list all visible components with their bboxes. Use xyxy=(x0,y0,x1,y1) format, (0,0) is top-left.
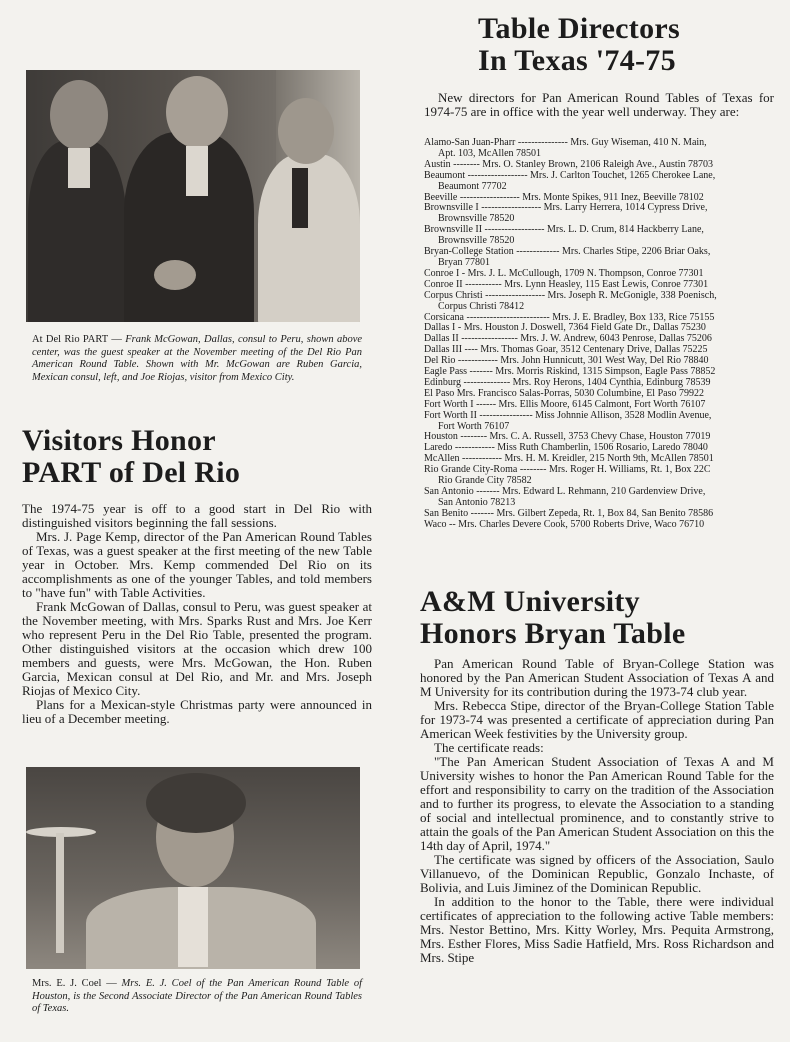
directory-entry-line: McAllen ------------ Mrs. H. M. Kreidler, 215 North 9th, McAllen 78501 xyxy=(424,454,714,465)
directory-entry-continuation: Fort Worth 76107 xyxy=(438,420,510,432)
directory-entry xyxy=(424,367,774,378)
caption-text: Mrs. E. J. Coel of the Pan American Round Table of Houston, is the Second Associate Director of the Pan American Round Tables of Texas. xyxy=(32,978,363,1014)
headline-line: Table Directors xyxy=(478,12,680,45)
directory-entry-line: Dallas I - Mrs. Houston J. Doswell, 7364 Field Gate Dr., Dallas 75230 xyxy=(424,323,706,334)
caption-lead: Mrs. E. J. Coel — xyxy=(32,978,117,989)
directory-entry-line: Waco -- Mrs. Charles Devere Cook, 5700 Roberts Drive, Waco 76710 xyxy=(424,519,705,530)
article-paragraph: Mrs. Rebecca Stipe, director of the Bryan-College Station Table for 1973-74 was presented a certificate of appreciation during Pan American Week festivities by the University group. xyxy=(420,698,774,741)
am-article-body xyxy=(420,657,774,965)
directory-entry-line: Houston -------- Mrs. C. A. Russell, 3753 Chevy Chase, Houston 77019 xyxy=(424,432,711,443)
directory-entry-line: Conroe I - Mrs. J. L. McCullough, 1709 N. Thompson, Conroe 77301 xyxy=(424,268,704,279)
directory-entry xyxy=(424,160,774,171)
article-paragraph: Plans for a Mexican-style Christmas party were announced in lieu of a December meeting. xyxy=(22,697,372,726)
directory-entry-continuation: Beaumont 77702 xyxy=(438,180,507,192)
directory-entry-line: El Paso Mrs. Francisco Salas-Porras, 5030 Columbine, El Paso 79922 xyxy=(424,388,704,399)
directory-entry xyxy=(424,291,774,313)
directory-entry-line: Del Rio ------------ Mrs. John Hunnicutt, 301 West Way, Del Rio 78840 xyxy=(424,356,709,367)
directory-entry-continuation: San Antonio 78213 xyxy=(438,496,516,508)
directory-entry-line: Alamo-San Juan-Pharr --------------- Mrs. Guy Wiseman, 410 N. Main, xyxy=(424,138,707,148)
directory-entry-continuation: Brownsville 78520 xyxy=(438,235,515,247)
directory-entry-line: Corpus Christi ------------------ Mrs. Joseph R. McGonigle, 338 Poenisch, xyxy=(424,290,717,301)
directory-entry-continuation: Bryan 77801 xyxy=(438,256,490,268)
article-paragraph: The certificate was signed by officers of the Association, Saulo Villanuevo, of the Dominican Republic, Gonzalo Inchaste, of Bolivia, and Luis Jiminez of the Dominican Republic. xyxy=(420,852,774,895)
directory-entry-line: Laredo ------------ Miss Ruth Chamberlin, 1506 Rosario, Laredo 78040 xyxy=(424,443,708,454)
directory-entry-line: San Benito ------- Mrs. Gilbert Zepeda, Rt. 1, Box 84, San Benito 78586 xyxy=(424,508,714,519)
directory-entry xyxy=(424,356,774,367)
intro-paragraph: New directors for Pan American Round Tables of Texas for 1974-75 are in office with the year well underway. They are: xyxy=(424,90,774,119)
article-paragraph: The certificate reads: xyxy=(434,740,544,755)
directory-entry-line: Brownsville I ------------------ Mrs. Larry Herrera, 1014 Cypress Drive, xyxy=(424,203,708,214)
caption-del-rio-photo xyxy=(32,334,362,384)
directory-entry xyxy=(424,400,774,411)
directory-entry xyxy=(424,389,774,400)
directory-entry-line: Fort Worth II ---------------- Miss Johnnie Allison, 3528 Modlin Avenue, xyxy=(424,410,712,421)
directory-entry-line: Corsicana ------------------------- Mrs. J. E. Bradley, Box 133, Rice 75155 xyxy=(424,312,715,323)
directory-entry-continuation: Brownsville 78520 xyxy=(438,213,515,225)
directory-entry-line: Edinburg -------------- Mrs. Roy Herons, 1404 Cynthia, Edinburg 78539 xyxy=(424,377,711,388)
directory-entry xyxy=(424,313,774,324)
visitors-headline xyxy=(22,425,374,489)
photo-del-rio-men xyxy=(26,70,360,322)
visitors-article-body xyxy=(22,502,372,726)
directory-entry-line: San Antonio ------- Mrs. Edward L. Rehmann, 210 Gardenview Drive, xyxy=(424,487,706,497)
headline-line: In Texas '74-75 xyxy=(478,44,676,77)
headline-line: Honors Bryan Table xyxy=(420,617,686,650)
directory-entry xyxy=(424,520,774,531)
directory-entry xyxy=(424,509,774,520)
article-paragraph: Mrs. J. Page Kemp, director of the Pan American Round Tables of Texas, was a guest speaker at the first meeting of the new Table year in October. Mrs. Kemp commended Del Rio on its accomplishments as one of the younger Tables, and told members to "have fun" with Table Activities. xyxy=(22,529,372,600)
directory-entry xyxy=(424,203,774,225)
directory-entry-continuation: Rio Grande City 78582 xyxy=(438,475,532,487)
directory-entry-line: Beaumont ------------------ Mrs. J. Carlton Touchet, 1265 Cherokee Lane, xyxy=(424,170,716,181)
caption-text: Frank McGowan, Dallas, consul to Peru, shown above center, was the guest speaker at the November meeting of the Del Rio Pan American Round Table. Shown with Mr. McGowan are Ruben Garcia, Mexican consul, left, and Joe Riojas, visitor from Mexico City. xyxy=(32,334,363,383)
directory-entry xyxy=(424,454,774,465)
headline-line: Visitors Honor xyxy=(22,424,216,457)
directory-entry-line: Fort Worth I ------ Mrs. Ellis Moore, 6145 Calmont, Fort Worth 76107 xyxy=(424,399,706,410)
directors-list xyxy=(424,138,774,531)
directory-entry xyxy=(424,432,774,443)
article-paragraph: "The Pan American Student Association of Texas A and M University wishes to honor the Pan American Round Table for the effort and responsibility to carry on the tradition of the Association and to further its progress, to elevate the Association to a standing of social and intellectual prominence, and to constantly strive to attain the goals of the Pan American Student Association on this the 14th day of April, 1974." xyxy=(420,754,774,853)
article-paragraph: The 1974-75 year is off to a good start in Del Rio with distinguished visitors beginning the fall sessions. xyxy=(22,501,372,530)
directory-entry xyxy=(424,280,774,291)
caption-coel-photo xyxy=(32,978,362,1016)
directory-entry xyxy=(424,465,774,487)
am-headline xyxy=(420,586,774,650)
directory-entry-line: Brownsville II ------------------ Mrs. L. D. Crum, 814 Hackberry Lane, xyxy=(424,225,704,236)
directory-entry-line: Eagle Pass ------- Mrs. Morris Riskind, 1315 Simpson, Eagle Pass 78852 xyxy=(424,367,716,378)
directory-entry xyxy=(424,247,774,269)
directory-entry-line: Conroe II ----------- Mrs. Lynn Heasley, 115 East Lewis, Conroe 77301 xyxy=(424,279,709,290)
directory-entry xyxy=(424,443,774,454)
directory-entry-continuation: Corpus Christi 78412 xyxy=(438,300,525,312)
directory-entry xyxy=(424,269,774,280)
directory-entry xyxy=(424,193,774,204)
headline-line: PART of Del Rio xyxy=(22,456,241,489)
directory-entry xyxy=(424,378,774,389)
directors-intro xyxy=(424,91,774,119)
table-directors-headline xyxy=(478,13,778,77)
directory-entry-line: Dallas III ---- Mrs. Thomas Goar, 3512 Centenary Drive, Dallas 75225 xyxy=(424,345,708,356)
directory-entry xyxy=(424,225,774,247)
directory-entry-continuation: Apt. 103, McAllen 78501 xyxy=(438,147,542,159)
article-paragraph: In addition to the honor to the Table, there were individual certificates of appreciation to the following active Table members: Mrs. Nestor Bettino, Mrs. Kitty Worley, Mrs. Pequita Armstrong, Mrs. Esther Flores, Miss Sadie Hatfield, Mrs. Ross Richardson and Mrs. Stipe xyxy=(420,894,774,965)
directory-entry xyxy=(424,487,774,509)
directory-entry-line: Beeville ------------------ Mrs. Monte Spikes, 911 Inez, Beeville 78102 xyxy=(424,192,704,203)
directory-entry xyxy=(424,345,774,356)
directory-entry xyxy=(424,171,774,193)
photo-mrs-coel xyxy=(26,767,360,969)
directory-entry-line: Bryan-College Station ------------- Mrs. Charles Stipe, 2206 Briar Oaks, xyxy=(424,247,711,258)
directory-entry xyxy=(424,138,774,160)
directory-entry-line: Dallas II ----------------- Mrs. J. W. Andrew, 6043 Penrose, Dallas 75206 xyxy=(424,334,712,345)
article-paragraph: Pan American Round Table of Bryan-College Station was honored by the Pan American Student Association of Texas A and M University for its contribution during the 1973-74 club year. xyxy=(420,656,774,699)
caption-lead: At Del Rio PART — xyxy=(32,334,122,345)
directory-entry-line: Rio Grande City-Roma -------- Mrs. Roger H. Williams, Rt. 1, Box 22C xyxy=(424,465,711,476)
directory-entry-line: Austin -------- Mrs. O. Stanley Brown, 2106 Raleigh Ave., Austin 78703 xyxy=(424,159,713,170)
headline-line: A&M University xyxy=(420,585,640,618)
directory-entry xyxy=(424,334,774,345)
article-paragraph: Frank McGowan of Dallas, consul to Peru, was guest speaker at the November meeting, with Mrs. Sparks Rust and Mrs. Joe Kerr who represent Peru in the Del Rio Table, presented the program. Other distinguished visitors at the occasion which drew 100 members and guests, were Mrs. McGowan, the Hon. Ruben Garcia, Mexican consul at Del Rio, and Mr. and Mrs. Joseph Riojas of Mexico City. xyxy=(22,599,372,698)
directory-entry xyxy=(424,411,774,433)
directory-entry xyxy=(424,323,774,334)
